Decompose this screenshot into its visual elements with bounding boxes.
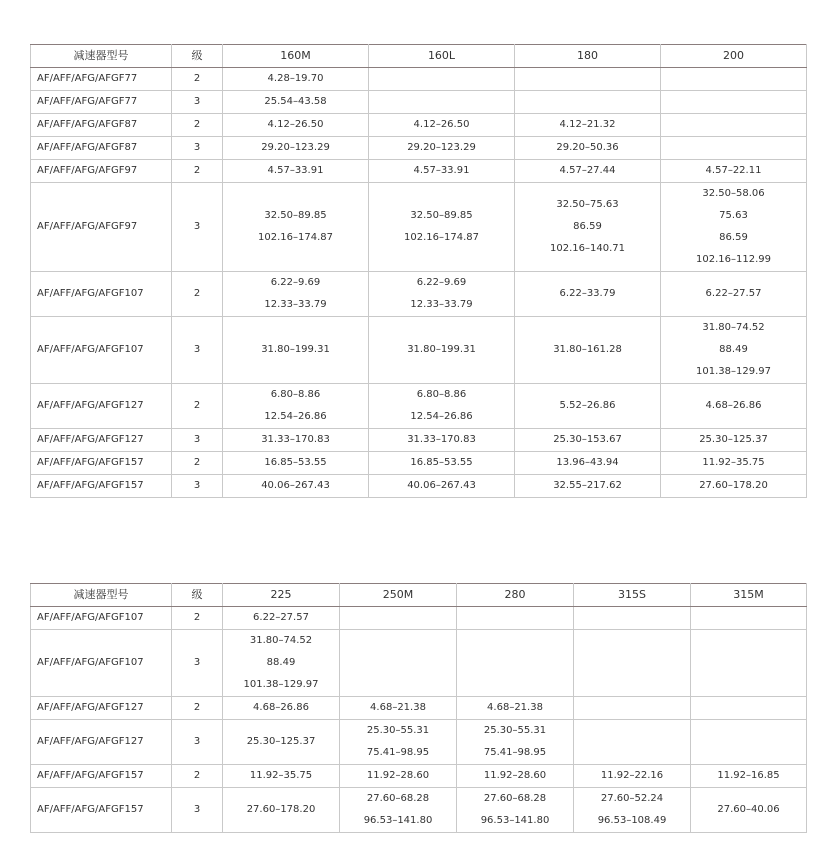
table-row xyxy=(31,765,807,788)
model-cell: AF/AFF/AFG/AFGF157 xyxy=(31,765,172,788)
ratio-value: 102.16–174.87 xyxy=(404,232,479,243)
table-row xyxy=(31,630,807,697)
ratio-cell xyxy=(457,765,574,788)
table-row xyxy=(31,91,807,114)
ratio-cell xyxy=(223,697,340,720)
ratio-cell xyxy=(457,788,574,833)
ratio-cell xyxy=(340,720,457,765)
ratio-cell xyxy=(369,91,515,114)
ratio-cell xyxy=(369,384,515,429)
ratio-value: 75.41–98.95 xyxy=(483,747,547,758)
header-stage: 级 xyxy=(172,584,223,607)
ratio-cell xyxy=(223,720,340,765)
table-row xyxy=(31,697,807,720)
ratio-value: 31.80–74.52 xyxy=(249,635,313,646)
ratio-value: 31.33–170.83 xyxy=(407,434,476,445)
header-frame-size: 160L xyxy=(369,45,515,68)
ratio-value: 96.53–141.80 xyxy=(363,815,433,826)
ratio-cell xyxy=(661,68,807,91)
ratio-cell xyxy=(574,788,691,833)
ratio-cell xyxy=(515,429,661,452)
header-frame-size: 160M xyxy=(223,45,369,68)
ratio-cell xyxy=(574,607,691,630)
ratio-cell xyxy=(223,765,340,788)
ratio-value: 4.12–21.32 xyxy=(559,119,616,130)
ratio-value: 4.57–33.91 xyxy=(267,165,324,176)
ratio-cell xyxy=(223,114,369,137)
model-cell: AF/AFF/AFG/AFGF127 xyxy=(31,429,172,452)
table-row xyxy=(31,429,807,452)
ratio-cell xyxy=(661,317,807,384)
header-frame-size: 315M xyxy=(691,584,807,607)
stage-cell: 2 xyxy=(172,384,223,429)
model-cell: AF/AFF/AFG/AFGF157 xyxy=(31,452,172,475)
stage-cell: 3 xyxy=(172,720,223,765)
header-frame-size: 180 xyxy=(515,45,661,68)
ratio-value: 11.92–28.60 xyxy=(366,770,430,781)
ratio-cell xyxy=(369,452,515,475)
ratio-table-1-body xyxy=(31,45,807,498)
ratio-table-2 xyxy=(30,583,807,833)
header-frame-size: 315S xyxy=(574,584,691,607)
stage-cell: 3 xyxy=(172,475,223,498)
model-cell: AF/AFF/AFG/AFGF87 xyxy=(31,114,172,137)
ratio-value: 4.57–27.44 xyxy=(559,165,616,176)
stage-cell: 2 xyxy=(172,697,223,720)
ratio-value: 6.22–27.57 xyxy=(253,612,309,623)
ratio-value: 5.52–26.86 xyxy=(559,400,616,411)
ratio-table-1 xyxy=(30,44,807,498)
ratio-cell xyxy=(515,114,661,137)
ratio-value: 16.85–53.55 xyxy=(410,457,473,468)
ratio-value: 11.92–35.75 xyxy=(249,770,313,781)
table-row xyxy=(31,160,807,183)
stage-cell: 2 xyxy=(172,114,223,137)
ratio-value: 6.80–8.86 xyxy=(416,389,467,400)
ratio-cell xyxy=(223,429,369,452)
ratio-cell xyxy=(340,765,457,788)
table-row xyxy=(31,720,807,765)
ratio-value: 27.60–52.24 xyxy=(600,793,664,804)
stage-cell: 3 xyxy=(172,317,223,384)
stage-cell: 2 xyxy=(172,68,223,91)
ratio-value: 31.80–199.31 xyxy=(407,344,476,355)
stage-cell: 2 xyxy=(172,160,223,183)
ratio-table-2-body xyxy=(31,584,807,833)
ratio-value: 31.80–161.28 xyxy=(553,344,622,355)
ratio-value: 27.60–68.28 xyxy=(483,793,547,804)
stage-cell: 3 xyxy=(172,183,223,272)
ratio-value: 29.20–123.29 xyxy=(407,142,476,153)
header-row xyxy=(31,45,807,68)
ratio-cell xyxy=(223,272,369,317)
ratio-cell xyxy=(369,137,515,160)
table-row xyxy=(31,137,807,160)
table-row xyxy=(31,183,807,272)
ratio-cell xyxy=(515,452,661,475)
ratio-cell xyxy=(515,384,661,429)
stage-cell: 2 xyxy=(172,452,223,475)
ratio-cell xyxy=(369,183,515,272)
stage-cell: 3 xyxy=(172,429,223,452)
ratio-cell xyxy=(691,765,807,788)
ratio-cell xyxy=(661,452,807,475)
ratio-cell xyxy=(223,452,369,475)
ratio-value: 11.92–35.75 xyxy=(702,457,765,468)
ratio-cell xyxy=(223,91,369,114)
model-cell: AF/AFF/AFG/AFGF87 xyxy=(31,137,172,160)
ratio-value: 6.22–27.57 xyxy=(705,288,762,299)
ratio-cell xyxy=(340,607,457,630)
ratio-value: 27.60–178.20 xyxy=(699,480,768,491)
ratio-value: 4.68–26.86 xyxy=(705,400,762,411)
ratio-value: 25.54–43.58 xyxy=(264,96,327,107)
ratio-value: 27.60–68.28 xyxy=(366,793,430,804)
ratio-value: 16.85–53.55 xyxy=(264,457,327,468)
header-model: 减速器型号 xyxy=(31,584,172,607)
ratio-cell xyxy=(691,607,807,630)
ratio-cell xyxy=(691,788,807,833)
ratio-cell xyxy=(457,697,574,720)
ratio-value: 32.50–75.63 xyxy=(556,199,619,210)
ratio-value: 25.30–125.37 xyxy=(246,736,316,747)
ratio-cell xyxy=(223,317,369,384)
table-row xyxy=(31,452,807,475)
ratio-cell xyxy=(340,630,457,697)
ratio-cell xyxy=(223,137,369,160)
model-cell: AF/AFF/AFG/AFGF107 xyxy=(31,607,172,630)
ratio-value: 12.33–33.79 xyxy=(264,299,327,310)
ratio-value: 29.20–50.36 xyxy=(556,142,619,153)
ratio-value: 25.30–55.31 xyxy=(483,725,547,736)
ratio-value: 27.60–178.20 xyxy=(246,804,316,815)
model-cell: AF/AFF/AFG/AFGF127 xyxy=(31,720,172,765)
header-frame-size: 225 xyxy=(223,584,340,607)
ratio-value: 25.30–153.67 xyxy=(553,434,622,445)
stage-cell: 3 xyxy=(172,630,223,697)
stage-cell: 3 xyxy=(172,788,223,833)
ratio-cell xyxy=(457,630,574,697)
ratio-value: 86.59 xyxy=(719,232,748,243)
ratio-cell xyxy=(457,607,574,630)
ratio-value: 4.57–33.91 xyxy=(413,165,470,176)
ratio-value: 29.20–123.29 xyxy=(261,142,330,153)
ratio-cell xyxy=(340,697,457,720)
ratio-value: 102.16–112.99 xyxy=(696,254,771,265)
header-model: 减速器型号 xyxy=(31,45,172,68)
ratio-value: 4.12–26.50 xyxy=(413,119,470,130)
ratio-value: 102.16–140.71 xyxy=(550,243,625,254)
model-cell: AF/AFF/AFG/AFGF97 xyxy=(31,183,172,272)
model-cell: AF/AFF/AFG/AFGF157 xyxy=(31,788,172,833)
ratio-value: 4.68–21.38 xyxy=(487,702,543,713)
table-row xyxy=(31,788,807,833)
ratio-value: 32.50–89.85 xyxy=(264,210,327,221)
model-cell: AF/AFF/AFG/AFGF97 xyxy=(31,160,172,183)
table-row xyxy=(31,272,807,317)
table-row xyxy=(31,384,807,429)
ratio-cell xyxy=(515,91,661,114)
ratio-value: 101.38–129.97 xyxy=(243,679,319,690)
ratio-cell xyxy=(515,183,661,272)
ratio-cell xyxy=(574,697,691,720)
ratio-cell xyxy=(691,720,807,765)
ratio-value: 27.60–40.06 xyxy=(717,804,780,815)
ratio-value: 6.80–8.86 xyxy=(270,389,321,400)
ratio-cell xyxy=(661,475,807,498)
ratio-value: 32.50–89.85 xyxy=(410,210,473,221)
ratio-cell xyxy=(515,317,661,384)
table-row xyxy=(31,607,807,630)
ratio-value: 32.50–58.06 xyxy=(702,188,765,199)
stage-cell: 3 xyxy=(172,137,223,160)
table-row xyxy=(31,317,807,384)
header-frame-size: 200 xyxy=(661,45,807,68)
ratio-cell xyxy=(223,384,369,429)
ratio-value: 12.54–26.86 xyxy=(410,411,473,422)
ratio-value: 86.59 xyxy=(573,221,602,232)
ratio-value: 75.41–98.95 xyxy=(366,747,430,758)
model-cell: AF/AFF/AFG/AFGF77 xyxy=(31,68,172,91)
header-stage: 级 xyxy=(172,45,223,68)
ratio-cell xyxy=(340,788,457,833)
ratio-value: 4.68–21.38 xyxy=(370,702,426,713)
header-frame-size: 250M xyxy=(340,584,457,607)
table-row xyxy=(31,114,807,137)
ratio-cell xyxy=(223,788,340,833)
table-row xyxy=(31,475,807,498)
ratio-value: 96.53–141.80 xyxy=(480,815,550,826)
ratio-value: 6.22–33.79 xyxy=(559,288,616,299)
ratio-value: 11.92–28.60 xyxy=(483,770,547,781)
stage-cell: 2 xyxy=(172,272,223,317)
ratio-cell xyxy=(515,137,661,160)
ratio-value: 88.49 xyxy=(266,657,296,668)
ratio-cell xyxy=(223,183,369,272)
ratio-cell xyxy=(661,137,807,160)
ratio-value: 11.92–22.16 xyxy=(600,770,664,781)
model-cell: AF/AFF/AFG/AFGF77 xyxy=(31,91,172,114)
ratio-value: 96.53–108.49 xyxy=(597,815,667,826)
ratio-cell xyxy=(369,160,515,183)
ratio-cell xyxy=(661,429,807,452)
ratio-cell xyxy=(223,475,369,498)
ratio-cell xyxy=(369,429,515,452)
ratio-cell xyxy=(369,317,515,384)
ratio-value: 31.80–74.52 xyxy=(702,322,765,333)
ratio-cell xyxy=(515,475,661,498)
ratio-cell xyxy=(515,160,661,183)
ratio-value: 12.54–26.86 xyxy=(264,411,327,422)
ratio-cell xyxy=(661,384,807,429)
ratio-value: 40.06–267.43 xyxy=(407,480,476,491)
model-cell: AF/AFF/AFG/AFGF127 xyxy=(31,697,172,720)
ratio-value: 4.12–26.50 xyxy=(267,119,324,130)
ratio-cell xyxy=(223,160,369,183)
ratio-value: 4.57–22.11 xyxy=(705,165,762,176)
ratio-cell xyxy=(691,697,807,720)
ratio-value: 88.49 xyxy=(719,344,748,355)
ratio-value: 101.38–129.97 xyxy=(696,366,771,377)
ratio-value: 25.30–55.31 xyxy=(366,725,430,736)
ratio-cell xyxy=(661,114,807,137)
ratio-cell xyxy=(661,91,807,114)
ratio-value: 4.28–19.70 xyxy=(267,73,324,84)
ratio-cell xyxy=(369,475,515,498)
ratio-value: 102.16–174.87 xyxy=(258,232,333,243)
ratio-value: 11.92–16.85 xyxy=(717,770,780,781)
model-cell: AF/AFF/AFG/AFGF127 xyxy=(31,384,172,429)
ratio-value: 25.30–125.37 xyxy=(699,434,768,445)
header-row xyxy=(31,584,807,607)
ratio-value: 40.06–267.43 xyxy=(261,480,330,491)
ratio-cell xyxy=(661,160,807,183)
ratio-value: 6.22–9.69 xyxy=(270,277,321,288)
ratio-value: 4.68–26.86 xyxy=(253,702,309,713)
model-cell: AF/AFF/AFG/AFGF157 xyxy=(31,475,172,498)
ratio-value: 12.33–33.79 xyxy=(410,299,473,310)
model-cell: AF/AFF/AFG/AFGF107 xyxy=(31,272,172,317)
ratio-value: 75.63 xyxy=(719,210,748,221)
ratio-cell xyxy=(369,114,515,137)
stage-cell: 2 xyxy=(172,607,223,630)
ratio-cell xyxy=(661,183,807,272)
ratio-cell xyxy=(223,630,340,697)
ratio-value: 13.96–43.94 xyxy=(556,457,619,468)
ratio-value: 31.33–170.83 xyxy=(261,434,330,445)
table-row xyxy=(31,68,807,91)
ratio-value: 6.22–9.69 xyxy=(416,277,467,288)
ratio-cell xyxy=(223,607,340,630)
model-cell: AF/AFF/AFG/AFGF107 xyxy=(31,630,172,697)
ratio-cell xyxy=(574,765,691,788)
ratio-cell xyxy=(661,272,807,317)
ratio-cell xyxy=(515,68,661,91)
header-frame-size: 280 xyxy=(457,584,574,607)
stage-cell: 2 xyxy=(172,765,223,788)
ratio-cell xyxy=(223,68,369,91)
ratio-cell xyxy=(369,68,515,91)
ratio-value: 32.55–217.62 xyxy=(553,480,622,491)
model-cell: AF/AFF/AFG/AFGF107 xyxy=(31,317,172,384)
ratio-cell xyxy=(574,630,691,697)
ratio-cell xyxy=(574,720,691,765)
ratio-cell xyxy=(369,272,515,317)
ratio-cell xyxy=(691,630,807,697)
ratio-cell xyxy=(515,272,661,317)
ratio-value: 31.80–199.31 xyxy=(261,344,330,355)
stage-cell: 3 xyxy=(172,91,223,114)
ratio-cell xyxy=(457,720,574,765)
